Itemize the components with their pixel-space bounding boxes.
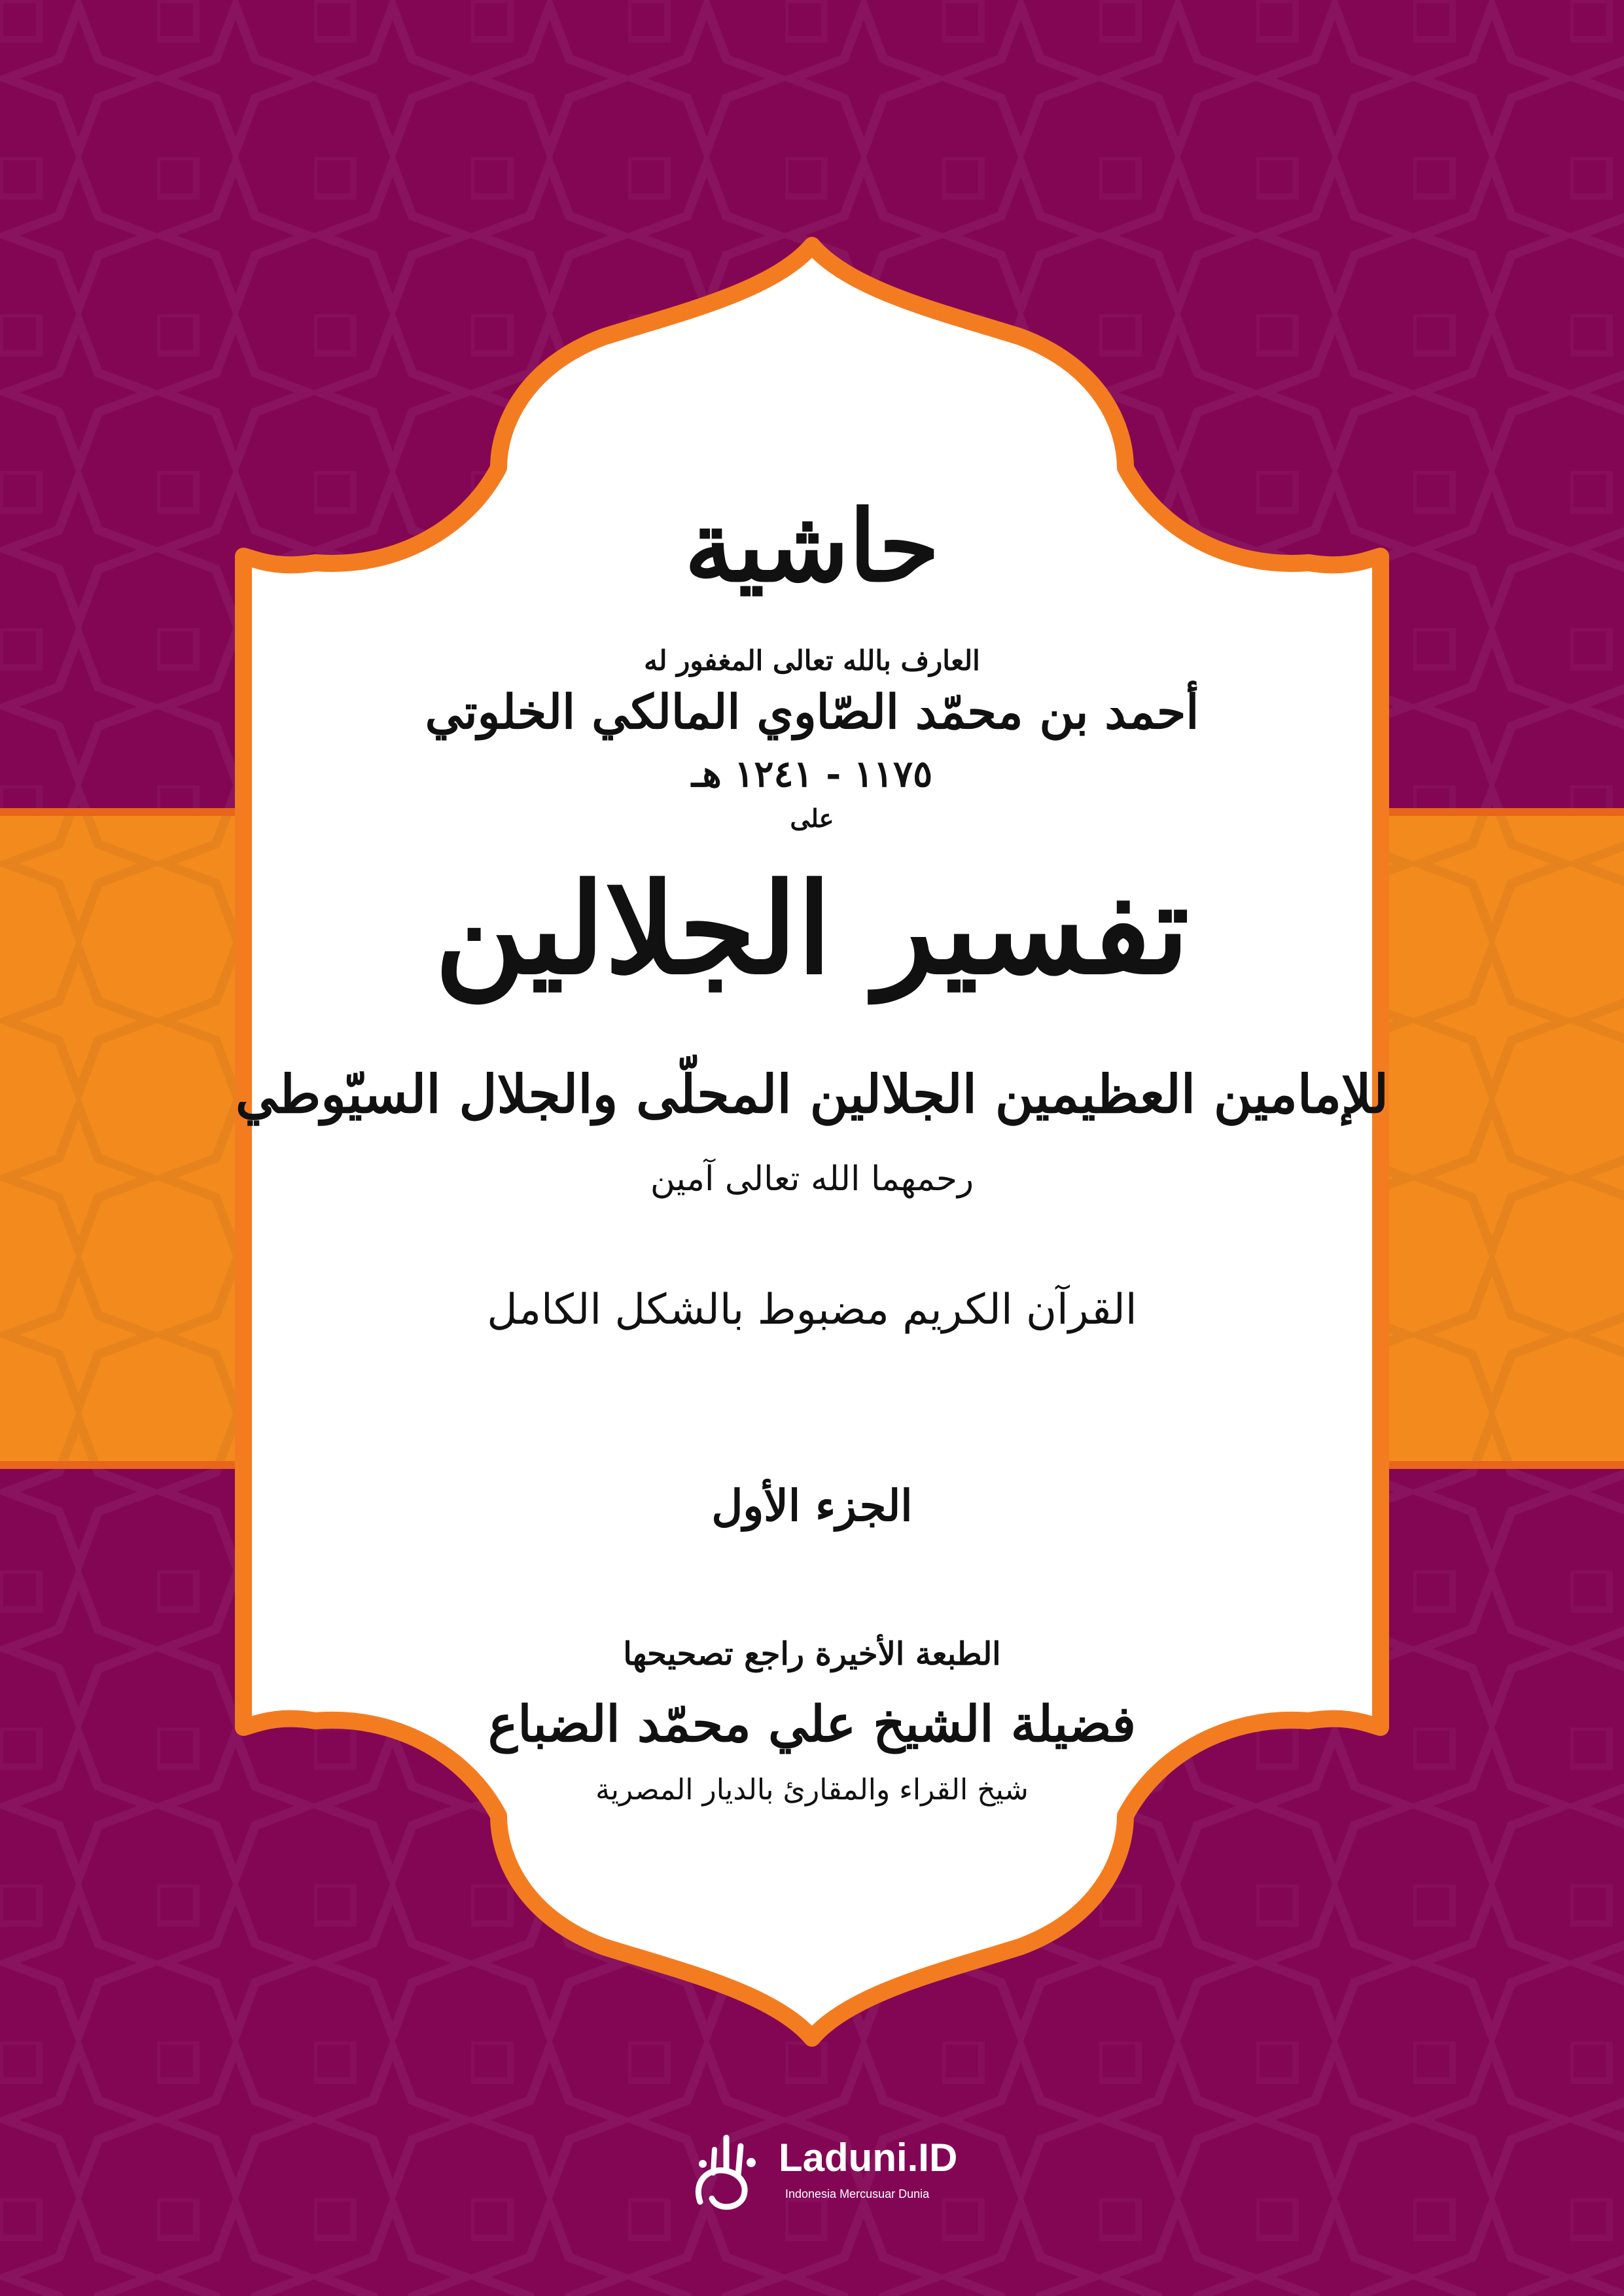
prayer-line: رحمهما الله تعالى آمين	[650, 1159, 974, 1199]
author-dates: ١١٧٥ - ١٢٤١ هـ	[691, 752, 933, 796]
publisher-logo	[687, 2130, 958, 2215]
honorific-line: العارف بالله تعالى المغفور له	[644, 645, 980, 677]
edition-note: الطبعة الأخيرة راجع تصحيحها	[623, 1636, 1001, 1672]
connector-ala: على	[790, 804, 834, 833]
title-hashiyah: حاشية	[684, 489, 940, 604]
publisher-name: Laduni.ID	[779, 2136, 958, 2180]
volume-label: الجزء الأول	[711, 1480, 913, 1531]
imams-line: للإمامين العظيمين الجلالين المحلّى والجلال السيّوطي	[235, 1063, 1389, 1125]
main-title: تفسير الجلالين	[434, 856, 1190, 1002]
author-name: أحمد بن محمّد الصّاوي المالكي الخلوتي	[425, 684, 1199, 739]
publisher-tagline: Indonesia Mercusuar Dunia	[785, 2187, 930, 2200]
reviewer-title: شيخ القراء والمقارئ بالديار المصرية	[595, 1773, 1029, 1807]
quran-note: القرآن الكريم مضبوط بالشكل الكامل	[487, 1286, 1137, 1334]
laduni-calligraphy-logo-icon	[687, 2130, 766, 2215]
reviewer-name: فضيلة الشيخ علي محمّد الضباع	[487, 1695, 1137, 1753]
